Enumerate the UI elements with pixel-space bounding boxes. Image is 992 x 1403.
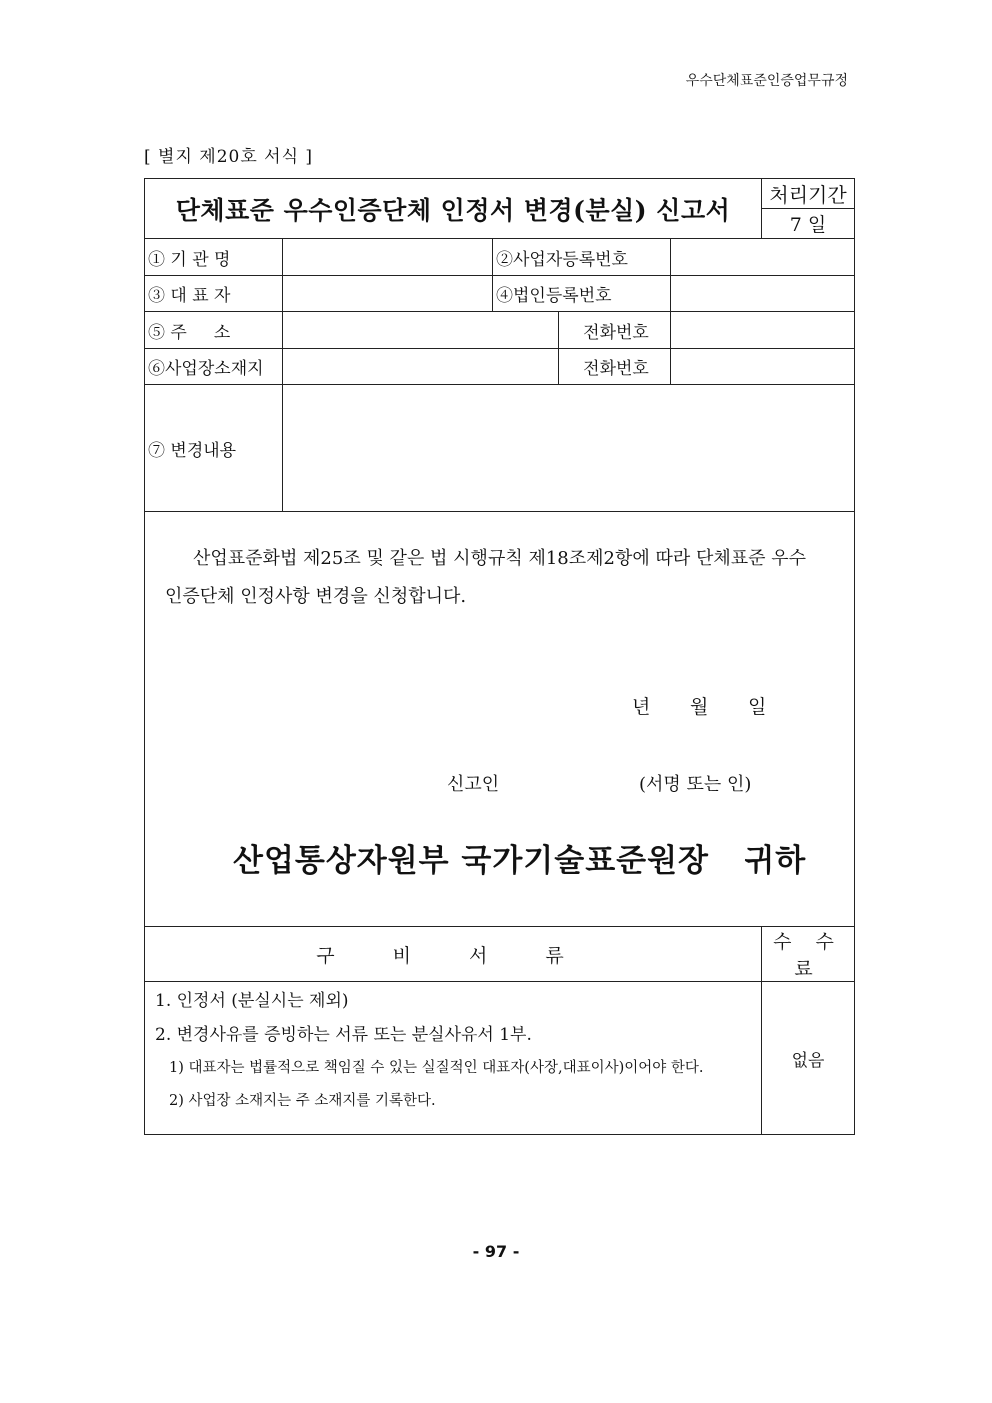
org-name-label: ① 기 관 명 bbox=[145, 239, 283, 276]
document-note-2: 2) 사업장 소재지는 주 소재지를 기록한다. bbox=[169, 1093, 436, 1109]
fee-header: 수 수 료 bbox=[762, 927, 855, 982]
site-phone-field[interactable] bbox=[671, 349, 855, 385]
page-number: - 97 - bbox=[472, 1242, 520, 1261]
reporter-label: 신고인 bbox=[447, 774, 500, 795]
representative-field[interactable] bbox=[283, 276, 493, 312]
signature-note: (서명 또는 인) bbox=[639, 774, 752, 795]
biz-reg-no-label: ②사업자등록번호 bbox=[493, 239, 671, 276]
date-month: 월 bbox=[690, 696, 709, 718]
report-form bbox=[144, 178, 855, 1135]
address-phone-field[interactable] bbox=[671, 312, 855, 349]
address-phone-label: 전화번호 bbox=[559, 312, 671, 349]
processing-period-label: 처리기간 bbox=[762, 179, 855, 209]
corp-reg-no-label: ④법인등록번호 bbox=[493, 276, 671, 312]
org-name-field[interactable] bbox=[283, 239, 493, 276]
site-phone-label: 전화번호 bbox=[559, 349, 671, 385]
change-content-label: ⑦ 변경내용 bbox=[145, 385, 283, 512]
change-content-field[interactable] bbox=[283, 385, 855, 512]
corp-reg-no-field[interactable] bbox=[671, 276, 855, 312]
fee-value: 없음 bbox=[762, 982, 855, 1135]
form-title: 단체표준 우수인증단체 인정서 변경(분실) 신고서 bbox=[145, 179, 762, 239]
date-day: 일 bbox=[748, 696, 767, 718]
site-location-field[interactable] bbox=[283, 349, 559, 385]
address-field[interactable] bbox=[283, 312, 559, 349]
processing-period-value: 7 일 bbox=[762, 209, 855, 239]
running-header: 우수단체표준인증업무규정 bbox=[685, 73, 848, 89]
required-documents-header: 구 비 서 류 bbox=[145, 927, 762, 982]
form-number-label: [ 별지 제20호 서식 ] bbox=[144, 147, 314, 167]
date-year: 년 bbox=[632, 696, 651, 718]
addressee: 산업통상자원부 국가기술표준원장 귀하 bbox=[233, 843, 807, 879]
biz-reg-no-field[interactable] bbox=[671, 239, 855, 276]
address-label: ⑤ 주 소 bbox=[145, 312, 283, 349]
date-line bbox=[632, 692, 806, 719]
representative-label: ③ 대 표 자 bbox=[145, 276, 283, 312]
document-item-2: 2. 변경사유를 증빙하는 서류 또는 분실사유서 1부. bbox=[155, 1025, 532, 1045]
statement-section bbox=[145, 512, 855, 927]
site-location-label: ⑥사업장소재지 bbox=[145, 349, 283, 385]
required-documents-list bbox=[145, 982, 762, 1135]
statement-text: 산업표준화법 제25조 및 같은 법 시행규칙 제18조제2항에 따라 단체표준 우수인증단체 인정사항 변경을 신청합니다. bbox=[165, 548, 807, 607]
document-item-1: 1. 인정서 (분실시는 제외) bbox=[155, 991, 349, 1011]
document-note-1: 1) 대표자는 법률적으로 책임질 수 있는 실질적인 대표자(사장,대표이사)이어야 한다. bbox=[169, 1060, 704, 1076]
